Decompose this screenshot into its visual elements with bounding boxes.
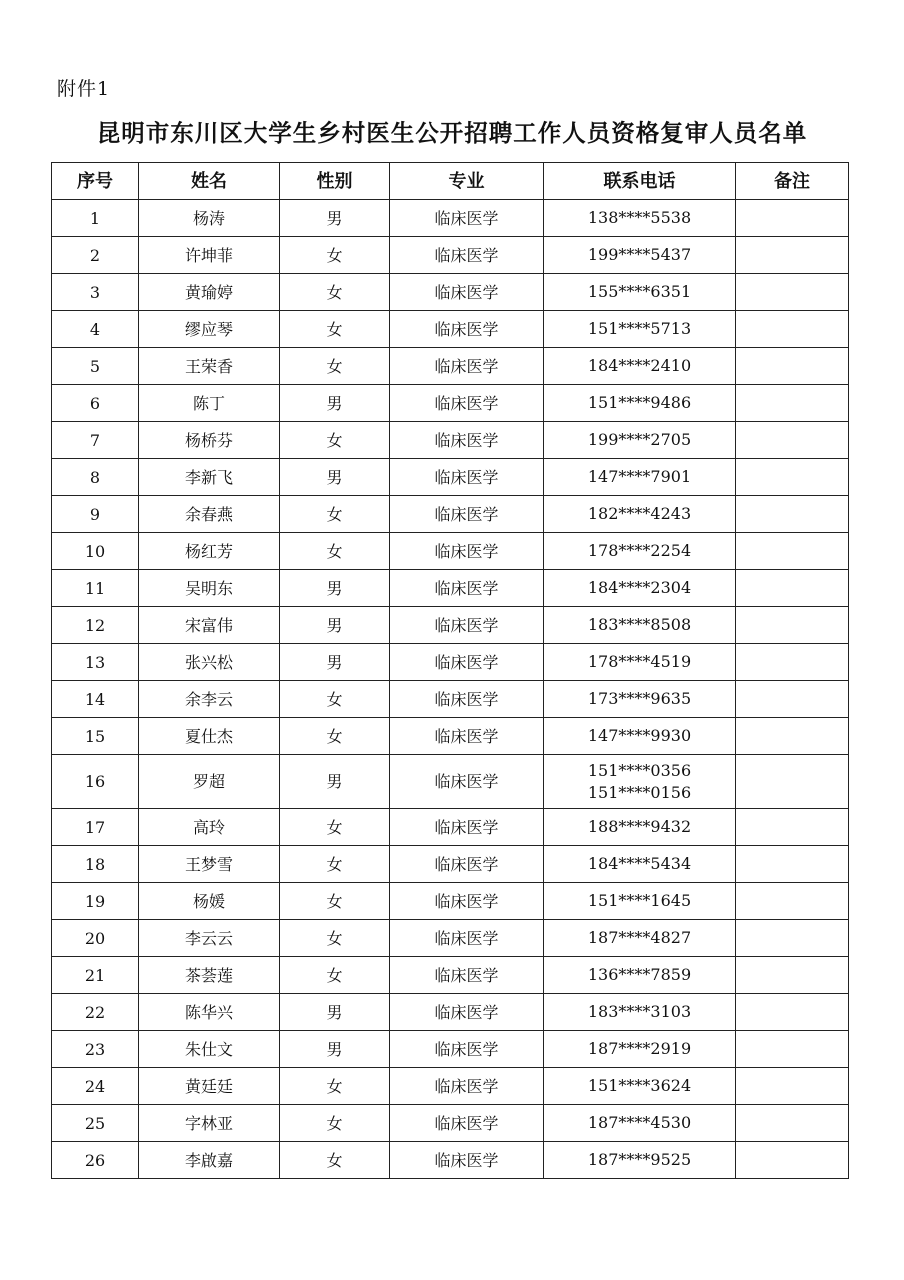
cell-index: 3	[52, 274, 139, 311]
cell-remark	[736, 237, 849, 274]
table-row	[52, 644, 849, 681]
phone-number: 147****9930	[587, 726, 692, 745]
phone-number: 183****8508	[587, 615, 692, 634]
cell-gender: 男	[280, 644, 390, 681]
cell-index: 19	[52, 883, 139, 920]
cell-remark	[736, 883, 849, 920]
table-row	[52, 755, 849, 809]
cell-phone	[544, 496, 736, 533]
table-row	[52, 994, 849, 1031]
header-index: 序号	[52, 163, 139, 200]
cell-gender: 女	[280, 1142, 390, 1179]
cell-index: 5	[52, 348, 139, 385]
cell-remark	[736, 718, 849, 755]
cell-remark	[736, 422, 849, 459]
cell-major: 临床医学	[390, 1031, 544, 1068]
phone-number: 155****6351	[587, 282, 692, 301]
table-row	[52, 274, 849, 311]
header-phone: 联系电话	[544, 163, 736, 200]
header-major: 专业	[390, 163, 544, 200]
cell-remark	[736, 533, 849, 570]
cell-gender: 女	[280, 846, 390, 883]
table-row	[52, 1142, 849, 1179]
cell-remark	[736, 459, 849, 496]
cell-major: 临床医学	[390, 994, 544, 1031]
phone-number: 151****0356	[587, 760, 692, 780]
cell-remark	[736, 809, 849, 846]
cell-phone	[544, 533, 736, 570]
cell-remark	[736, 1142, 849, 1179]
phone-number: 138****5538	[587, 208, 692, 227]
cell-major: 临床医学	[390, 570, 544, 607]
table-row	[52, 533, 849, 570]
cell-major: 临床医学	[390, 200, 544, 237]
cell-major: 临床医学	[390, 920, 544, 957]
cell-remark	[736, 570, 849, 607]
cell-phone	[544, 1105, 736, 1142]
cell-remark	[736, 755, 849, 809]
cell-gender: 女	[280, 681, 390, 718]
cell-name: 杨红芳	[139, 533, 280, 570]
cell-name: 罗超	[139, 755, 280, 809]
phone-number: 136****7859	[587, 965, 692, 984]
cell-gender: 男	[280, 200, 390, 237]
table-row	[52, 957, 849, 994]
cell-name: 杨涛	[139, 200, 280, 237]
cell-name: 黄廷廷	[139, 1068, 280, 1105]
cell-index: 8	[52, 459, 139, 496]
phone-number: 184****2410	[587, 356, 692, 375]
cell-phone	[544, 570, 736, 607]
applicant-table	[51, 162, 849, 1179]
cell-major: 临床医学	[390, 237, 544, 274]
phone-number: 182****4243	[587, 504, 692, 523]
cell-index: 7	[52, 422, 139, 459]
cell-index: 26	[52, 1142, 139, 1179]
table-body	[52, 200, 849, 1179]
cell-major: 临床医学	[390, 1105, 544, 1142]
cell-remark	[736, 846, 849, 883]
cell-name: 张兴松	[139, 644, 280, 681]
cell-phone	[544, 644, 736, 681]
page-title: 昆明市东川区大学生乡村医生公开招聘工作人员资格复审人员名单	[96, 119, 808, 147]
phone-number: 151****9486	[587, 393, 692, 412]
cell-phone	[544, 311, 736, 348]
table-row	[52, 348, 849, 385]
phone-number: 188****9432	[587, 817, 692, 836]
cell-name: 余李云	[139, 681, 280, 718]
cell-major: 临床医学	[390, 755, 544, 809]
table-row	[52, 920, 849, 957]
table-row	[52, 607, 849, 644]
cell-name: 缪应琴	[139, 311, 280, 348]
cell-gender: 女	[280, 533, 390, 570]
phone-number: 187****9525	[587, 1150, 692, 1169]
cell-remark	[736, 274, 849, 311]
phone-number: 151****1645	[587, 891, 692, 910]
cell-index: 1	[52, 200, 139, 237]
phone-number: 147****7901	[587, 467, 692, 486]
phone-number: 173****9635	[587, 689, 692, 708]
cell-phone	[544, 883, 736, 920]
cell-major: 临床医学	[390, 957, 544, 994]
cell-phone	[544, 385, 736, 422]
phone-number: 151****0156	[587, 782, 692, 802]
cell-index: 2	[52, 237, 139, 274]
cell-remark	[736, 311, 849, 348]
cell-phone	[544, 200, 736, 237]
phone-number: 184****5434	[587, 854, 692, 873]
cell-name: 宋富伟	[139, 607, 280, 644]
cell-major: 临床医学	[390, 422, 544, 459]
cell-phone	[544, 755, 736, 809]
phone-number: 187****4530	[587, 1113, 692, 1132]
cell-phone	[544, 1031, 736, 1068]
cell-phone	[544, 459, 736, 496]
cell-index: 6	[52, 385, 139, 422]
cell-phone	[544, 274, 736, 311]
cell-name: 杨媛	[139, 883, 280, 920]
phone-number: 187****4827	[587, 928, 692, 947]
cell-gender: 男	[280, 385, 390, 422]
cell-name: 高玲	[139, 809, 280, 846]
table-row	[52, 1031, 849, 1068]
table-row	[52, 718, 849, 755]
cell-major: 临床医学	[390, 718, 544, 755]
table-row	[52, 385, 849, 422]
cell-name: 李云云	[139, 920, 280, 957]
cell-phone	[544, 809, 736, 846]
phone-number: 183****3103	[587, 1002, 692, 1021]
cell-major: 临床医学	[390, 1142, 544, 1179]
cell-gender: 男	[280, 1031, 390, 1068]
table-row	[52, 570, 849, 607]
cell-phone	[544, 718, 736, 755]
cell-gender: 女	[280, 883, 390, 920]
cell-name: 许坤菲	[139, 237, 280, 274]
cell-gender: 女	[280, 920, 390, 957]
cell-phone	[544, 1068, 736, 1105]
cell-index: 12	[52, 607, 139, 644]
table-row	[52, 809, 849, 846]
cell-gender: 女	[280, 237, 390, 274]
cell-name: 陈丁	[139, 385, 280, 422]
cell-index: 14	[52, 681, 139, 718]
cell-name: 吴明东	[139, 570, 280, 607]
table-row	[52, 846, 849, 883]
header-gender: 性别	[280, 163, 390, 200]
cell-major: 临床医学	[390, 809, 544, 846]
cell-gender: 女	[280, 422, 390, 459]
cell-name: 字林亚	[139, 1105, 280, 1142]
phone-number: 184****2304	[587, 578, 692, 597]
cell-remark	[736, 994, 849, 1031]
phone-number: 178****4519	[587, 652, 692, 671]
cell-gender: 女	[280, 348, 390, 385]
cell-gender: 男	[280, 459, 390, 496]
cell-name: 余春燕	[139, 496, 280, 533]
cell-major: 临床医学	[390, 607, 544, 644]
phone-number: 199****5437	[587, 245, 692, 264]
cell-remark	[736, 1105, 849, 1142]
cell-phone	[544, 957, 736, 994]
table-row	[52, 496, 849, 533]
cell-index: 25	[52, 1105, 139, 1142]
cell-name: 王梦雪	[139, 846, 280, 883]
cell-remark	[736, 607, 849, 644]
cell-gender: 女	[280, 1068, 390, 1105]
cell-remark	[736, 644, 849, 681]
cell-phone	[544, 348, 736, 385]
cell-major: 临床医学	[390, 459, 544, 496]
phone-number: 151****5713	[587, 319, 692, 338]
phone-number: 187****2919	[587, 1039, 692, 1058]
cell-index: 23	[52, 1031, 139, 1068]
cell-index: 16	[52, 755, 139, 809]
cell-major: 临床医学	[390, 311, 544, 348]
cell-major: 临床医学	[390, 883, 544, 920]
cell-phone	[544, 422, 736, 459]
cell-gender: 女	[280, 809, 390, 846]
cell-index: 17	[52, 809, 139, 846]
cell-remark	[736, 681, 849, 718]
cell-remark	[736, 920, 849, 957]
cell-major: 临床医学	[390, 533, 544, 570]
cell-gender: 女	[280, 718, 390, 755]
cell-index: 22	[52, 994, 139, 1031]
cell-phone	[544, 994, 736, 1031]
cell-name: 夏仕杰	[139, 718, 280, 755]
cell-name: 王荣香	[139, 348, 280, 385]
cell-major: 临床医学	[390, 846, 544, 883]
phone-number: 151****3624	[587, 1076, 692, 1095]
cell-index: 10	[52, 533, 139, 570]
cell-phone	[544, 846, 736, 883]
cell-index: 20	[52, 920, 139, 957]
table-row	[52, 1105, 849, 1142]
cell-index: 21	[52, 957, 139, 994]
table-row	[52, 681, 849, 718]
cell-major: 临床医学	[390, 1068, 544, 1105]
table-row	[52, 459, 849, 496]
cell-name: 茶荟莲	[139, 957, 280, 994]
phone-number: 199****2705	[587, 430, 692, 449]
cell-gender: 女	[280, 311, 390, 348]
table-row	[52, 883, 849, 920]
cell-name: 朱仕文	[139, 1031, 280, 1068]
cell-index: 24	[52, 1068, 139, 1105]
attachment-label: 附件1	[57, 78, 111, 100]
header-name: 姓名	[139, 163, 280, 200]
table-row	[52, 237, 849, 274]
cell-name: 李新飞	[139, 459, 280, 496]
table-row	[52, 200, 849, 237]
cell-name: 黄瑜婷	[139, 274, 280, 311]
cell-phone	[544, 237, 736, 274]
table-row	[52, 422, 849, 459]
cell-gender: 女	[280, 274, 390, 311]
cell-major: 临床医学	[390, 496, 544, 533]
header-remark: 备注	[736, 163, 849, 200]
cell-gender: 女	[280, 1105, 390, 1142]
cell-gender: 男	[280, 755, 390, 809]
cell-major: 临床医学	[390, 385, 544, 422]
cell-remark	[736, 1031, 849, 1068]
cell-remark	[736, 957, 849, 994]
phone-number: 178****2254	[587, 541, 692, 560]
cell-remark	[736, 496, 849, 533]
cell-index: 15	[52, 718, 139, 755]
table-row	[52, 1068, 849, 1105]
cell-name: 李啟嘉	[139, 1142, 280, 1179]
cell-major: 临床医学	[390, 644, 544, 681]
cell-name: 陈华兴	[139, 994, 280, 1031]
cell-gender: 男	[280, 570, 390, 607]
cell-gender: 男	[280, 607, 390, 644]
cell-major: 临床医学	[390, 274, 544, 311]
cell-gender: 女	[280, 957, 390, 994]
cell-gender: 女	[280, 496, 390, 533]
cell-remark	[736, 200, 849, 237]
cell-phone	[544, 607, 736, 644]
cell-phone	[544, 920, 736, 957]
cell-remark	[736, 348, 849, 385]
cell-index: 9	[52, 496, 139, 533]
cell-index: 13	[52, 644, 139, 681]
cell-index: 4	[52, 311, 139, 348]
cell-phone	[544, 1142, 736, 1179]
table-header-row	[52, 163, 849, 200]
cell-remark	[736, 385, 849, 422]
cell-phone	[544, 681, 736, 718]
cell-gender: 男	[280, 994, 390, 1031]
cell-major: 临床医学	[390, 348, 544, 385]
cell-major: 临床医学	[390, 681, 544, 718]
cell-index: 18	[52, 846, 139, 883]
cell-name: 杨桥芬	[139, 422, 280, 459]
cell-remark	[736, 1068, 849, 1105]
cell-index: 11	[52, 570, 139, 607]
table-row	[52, 311, 849, 348]
